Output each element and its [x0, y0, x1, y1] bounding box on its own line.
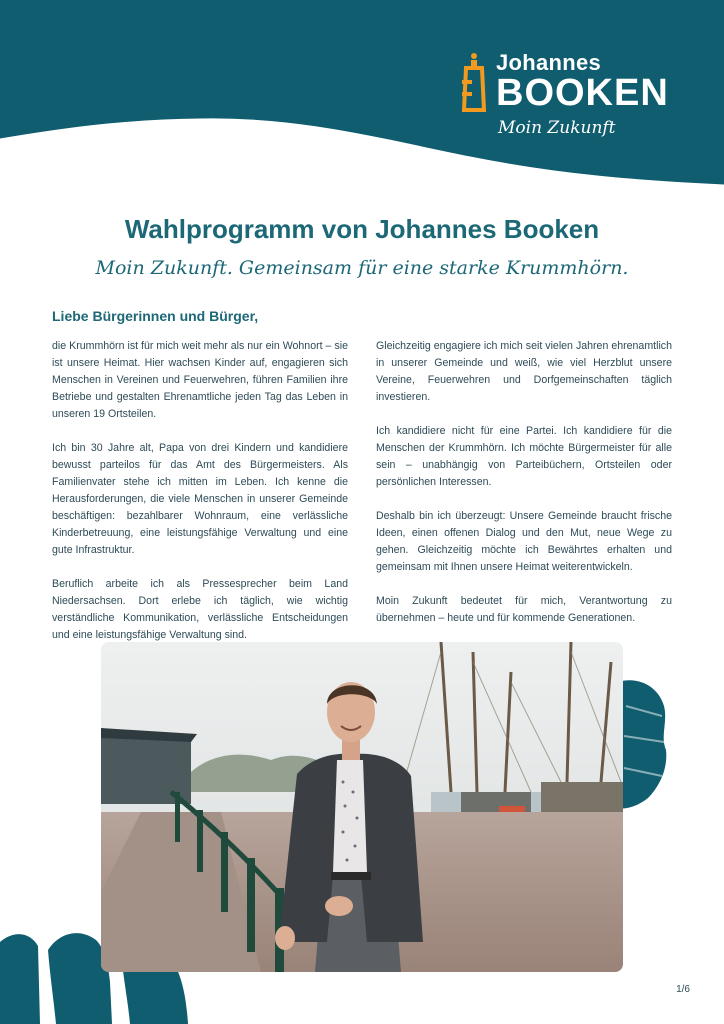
paragraph: die Krummhörn ist für mich weit mehr als nur ein Wohnort – sie ist unsere Heimat. Hier wachsen Kinder auf, engagieren sich Menschen in Vereinen und Feuerwehren, führen Familien ihre Betriebe und gestalten Ehrenamtliche jeden Tag das Leben in unseren 19 Ortsteilen. [52, 340, 348, 420]
greeting: Liebe Bürgerinnen und Bürger, [52, 308, 259, 324]
candidate-photo [101, 642, 623, 972]
paragraph: Moin Zukunft bedeutet für mich, Verantwortung zu übernehmen – heute und für kommende Generationen. [376, 595, 672, 624]
text-column-left [52, 338, 348, 661]
paragraph: Ich bin 30 Jahre alt, Papa von drei Kindern und kandidiere bewusst parteilos für das Amt des Bürgermeisters. Als Familienvater stehe ich mitten im Leben. Ich kenne die Herausforderungen, die viele Menschen in unserer Gemeinde beschäftigen: bezahlbarer Wohnraum, eine verlässliche Kinderbetreuung, eine leistungsfähige Verwaltung und eine gute Infrastruktur. [52, 442, 348, 556]
text-column-right [376, 338, 672, 644]
paragraph: Beruflich arbeite ich als Pressesprecher beim Land Niedersachsen. Dort erlebe ich täglich, wie wichtig verständliche Kommunikation, verlässliche Entscheidungen und eine leistungsfähige Verwaltung sind. [52, 578, 348, 641]
campaign-logo [460, 48, 680, 148]
paragraph: Ich kandidiere nicht für eine Partei. Ich kandidiere für die Menschen der Krummhörn. Ich möchte Bürgermeister für alle sein – unabhängig von Parteibüchern, Ortsteilen oder persönlichen Interessen. [376, 425, 672, 488]
logo-first-name: Johannes [496, 50, 602, 75]
brush-decoration-right [618, 676, 668, 810]
paragraph: Gleichzeitig engagiere ich mich seit vielen Jahren ehrenamtlich in unserer Gemeinde und weiß, wie viel Herzblut unsere Vereine, Feuerwehren und Dorfgemeinschaften täglich investieren. [376, 340, 672, 403]
page-number: 1/6 [676, 984, 690, 995]
lighthouse-icon [460, 52, 488, 112]
logo-last-name: BOOKEN [496, 72, 669, 114]
logo-tagline: Moin Zukunft [498, 118, 616, 138]
page-subtitle: Moin Zukunft. Gemeinsam für eine starke Krummhörn. [95, 257, 629, 279]
paragraph: Deshalb bin ich überzeugt: Unsere Gemeinde braucht frische Ideen, einen offenen Dialog und den Mut, neue Wege zu gehen. Gleichzeitig möchte ich Bewährtes erhalten und gemeinsam mit Ihnen unsere Heimat weiterentwickeln. [376, 510, 672, 573]
page-title: Wahlprogramm von Johannes Booken [124, 214, 600, 244]
